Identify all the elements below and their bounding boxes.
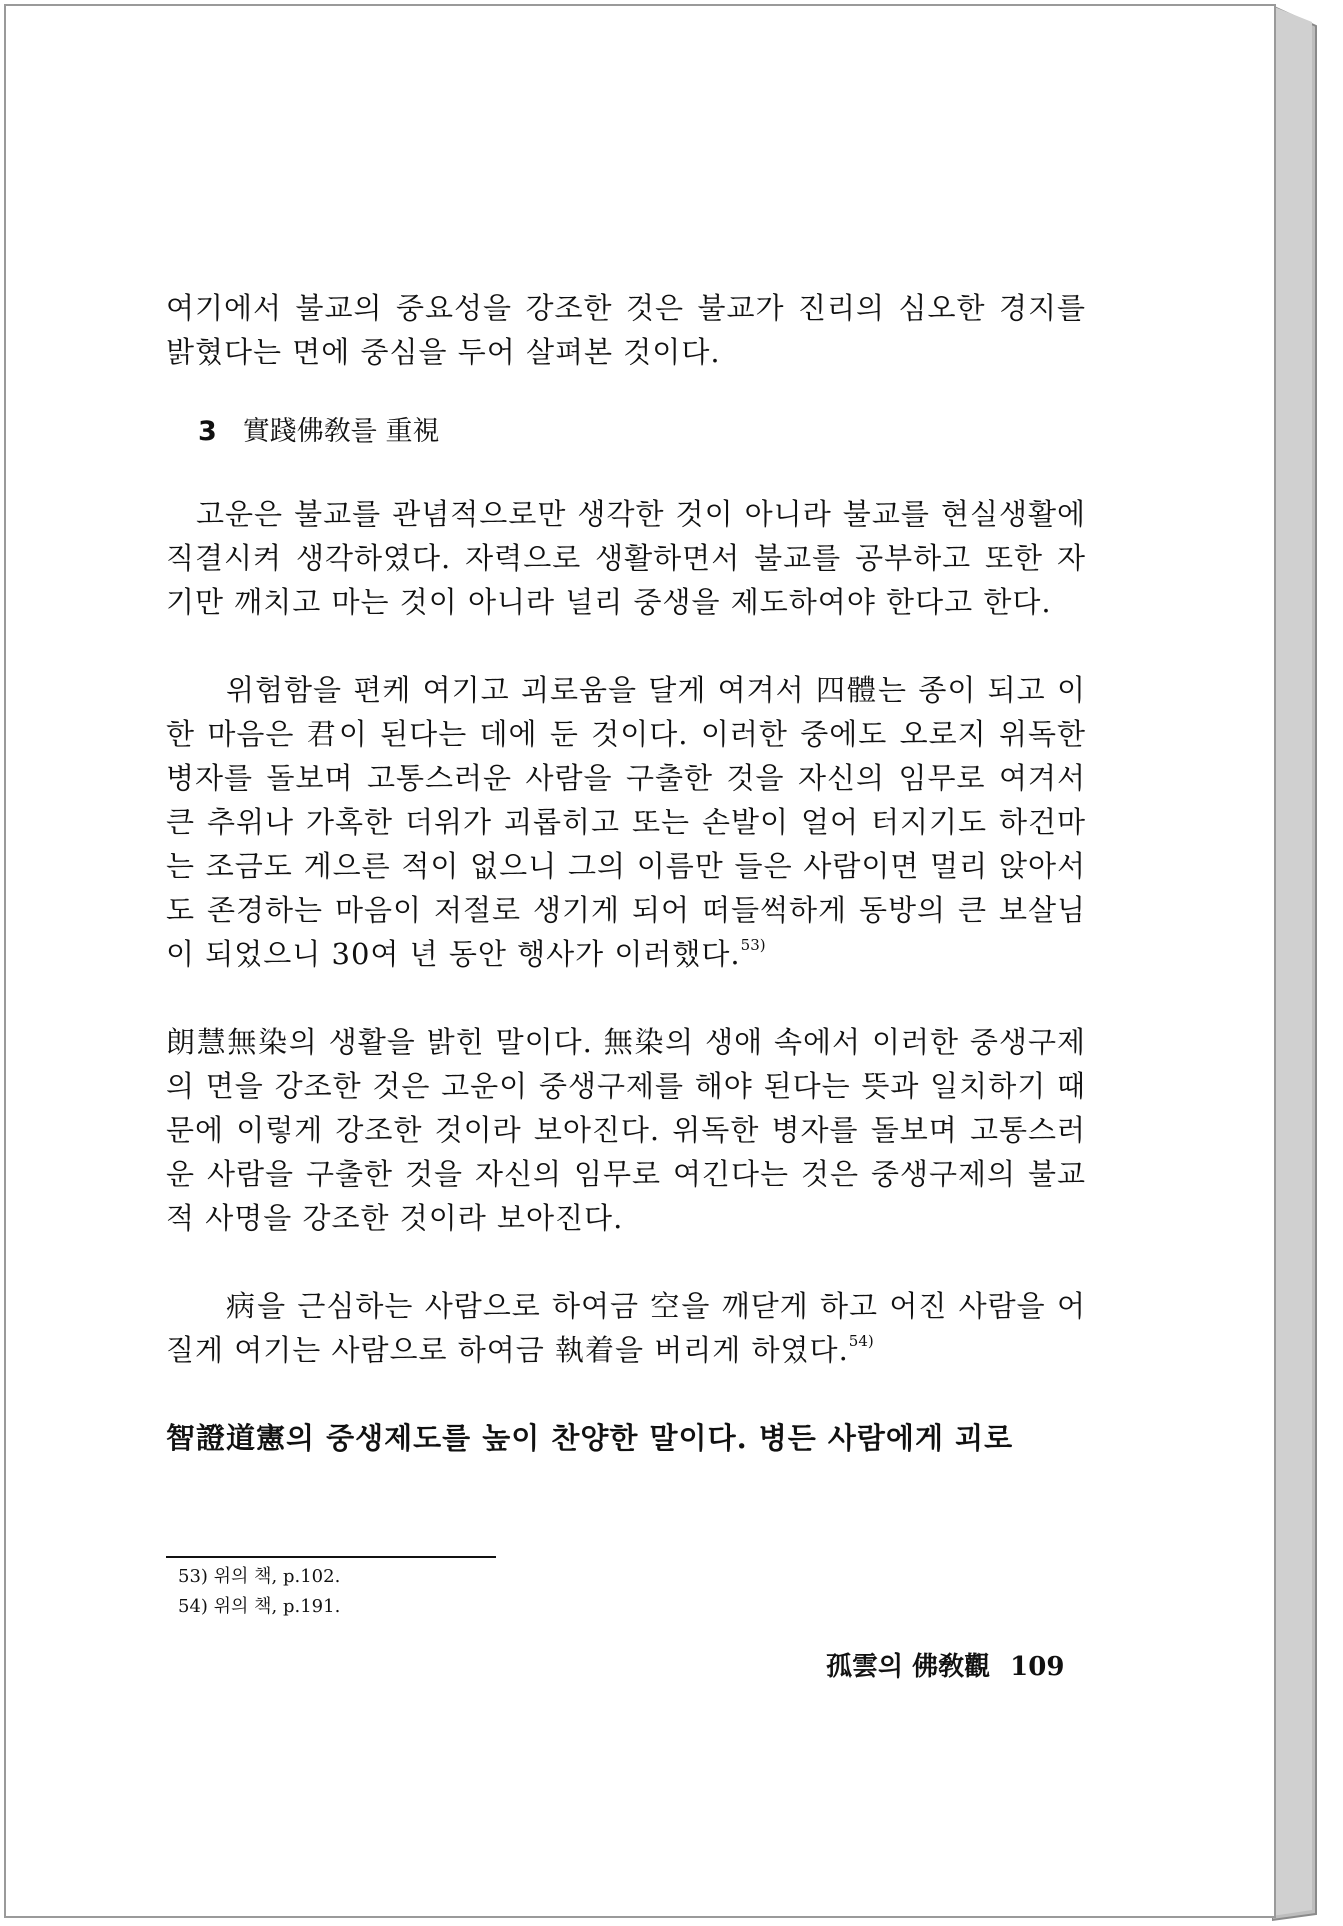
intro-paragraph: 여기에서 불교의 중요성을 강조한 것은 불교가 진리의 심오한 경지를 밝혔다는 면에 중심을 두어 살펴본 것이다. xyxy=(166,291,1086,369)
paragraph-3: 朗慧無染의 생활을 밝힌 말이다. 無染의 생애 속에서 이러한 중생구제의 면을 강조한 것은 고운이 중생구제를 해야 된다는 뜻과 일치하기 때문에 이렇게 강조한 것이라 보아진다. 위독한 병자를 돌보며 고통스러운 사람을 구출한 것을 자신의 임무로 여긴다는 것은 중생구제의 불교적 사명을 강조한 것이라 보아진다. xyxy=(166,1025,1086,1235)
page-number: 109 xyxy=(1010,1652,1065,1682)
paragraph-2: 고운은 불교를 관념적으로만 생각한 것이 아니라 불교를 현실생활에 직결시켜 생각하였다. 자력으로 생활하면서 불교를 공부하고 또한 자기만 깨치고 마는 것이 아니라 널리 중생을 제도하여야 한다고 한다. xyxy=(166,497,1086,619)
footnote-divider xyxy=(166,1556,496,1558)
footnote-ref-53: 53) xyxy=(740,936,766,954)
page-body xyxy=(166,286,1086,1460)
page-sheet xyxy=(4,4,1276,1918)
footnotes xyxy=(178,1562,340,1622)
footnote-ref-54: 54) xyxy=(848,1332,874,1350)
block-quote-2 xyxy=(166,1284,1086,1372)
page-edge-shadow xyxy=(1272,0,1322,1926)
quote-2-text: 病을 근심하는 사람으로 하여금 空을 깨닫게 하고 어진 사람을 어질게 여기는 사람으로 하여금 執着을 버리게 하였다. xyxy=(166,1289,1086,1367)
section-number: 3 xyxy=(198,416,217,447)
paragraph-4: 智證道憲의 중생제도를 높이 찬양한 말이다. 병든 사람에게 괴로 xyxy=(166,1421,1014,1455)
running-footer xyxy=(826,1646,1065,1683)
section-title: 實踐佛敎를 重視 xyxy=(242,416,440,447)
footnote-53: 53) 위의 책, p.102. xyxy=(178,1566,341,1587)
block-quote-1 xyxy=(166,668,1086,976)
section-heading xyxy=(166,412,1086,452)
running-title: 孤雲의 佛敎觀 xyxy=(826,1652,991,1682)
footnote-54: 54) 위의 책, p.191. xyxy=(178,1596,341,1617)
quote-1-text: 위험함을 편케 여기고 괴로움을 달게 여겨서 四體는 종이 되고 이 한 마음은 君이 된다는 데에 둔 것이다. 이러한 중에도 오로지 위독한 병자를 돌보며 고통스러운 사람을 구출한 것을 자신의 임무로 여겨서 큰 추위나 가혹한 더위가 괴롭히고 또는 손발이 얼어 터지기도 하건마는 조금도 게으른 적이 없으니 그의 이름만 들은 사람이면 멀리 앉아서도 존경하는 마음이 저절로 생기게 되어 떠들썩하게 동방의 큰 보살님이 되었으니 30여 년 동안 행사가 이러했다. xyxy=(166,673,1086,971)
